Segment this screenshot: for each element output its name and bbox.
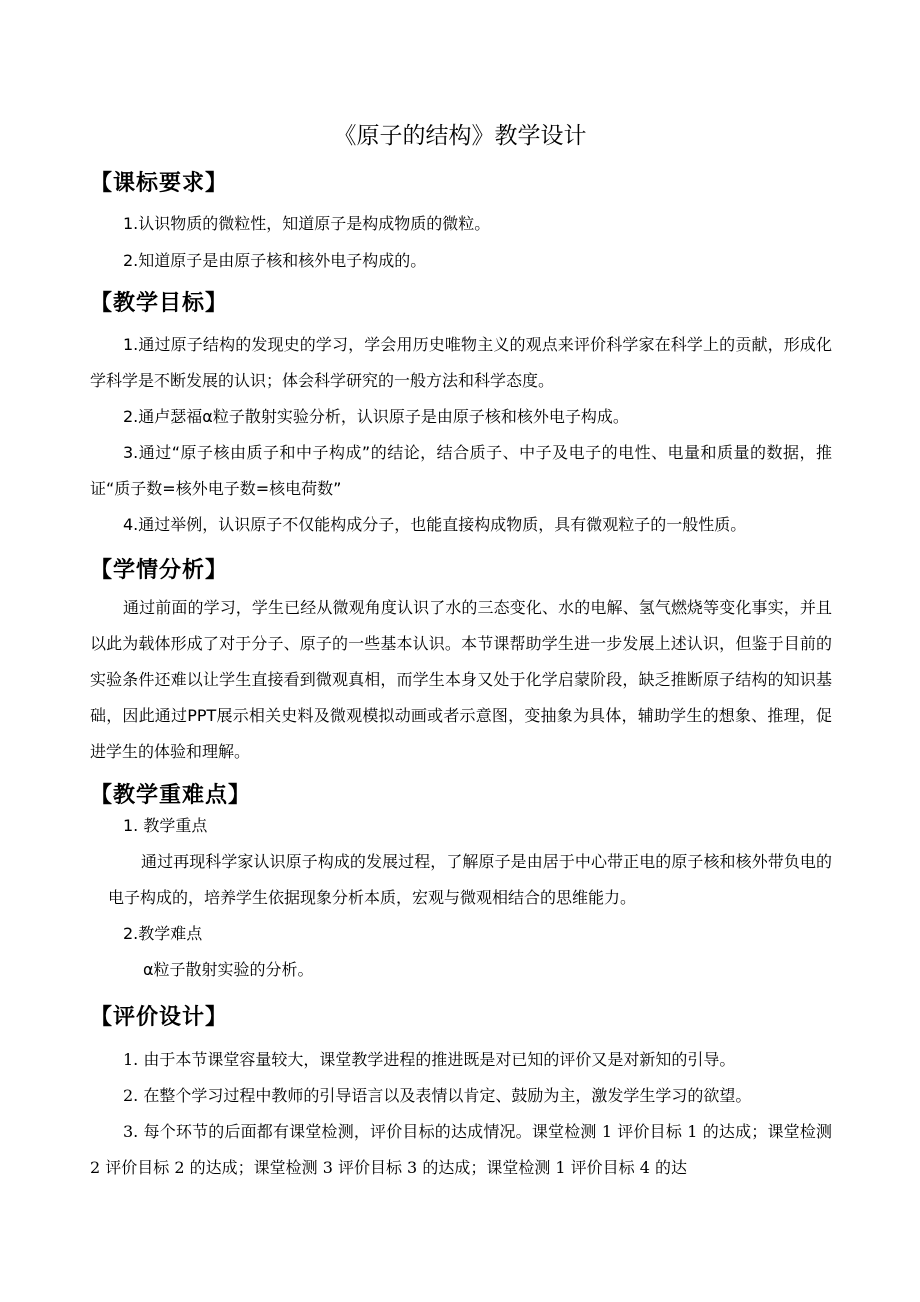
heading-evaluation: 【评价设计】 — [90, 1005, 229, 1030]
teaching-difficulty-label: 2.教学难点 — [123, 924, 203, 943]
heading-objectives: 【教学目标】 — [90, 291, 229, 316]
curriculum-item: 2.知道原子是由原子核和核外电子构成的。 — [123, 251, 427, 270]
evaluation-item: 2. 在整个学习过程中教师的引导语言以及表情以肯定、鼓励为主，激发学生学习的欲望。 — [123, 1086, 752, 1105]
teaching-focus-text: 通过再现科学家认识原子构成的发展过程，了解原子是由居于中心带正电的原子核和核外带负电的电子构成的，培养学生依据现象分析本质，宏观与微观相结合的思维能力。 — [108, 852, 832, 907]
evaluation-item: 1. 由于本节课堂容量较大，课堂教学进程的推进既是对已知的评价又是对新知的引导。 — [123, 1050, 736, 1069]
analysis-text: 通过前面的学习，学生已经从微观角度认识了水的三态变化、水的电解、氢气燃烧等变化事实，并且以此为载体形成了对于分子、原子的一些基本认识。本节课帮助学生进一步发展上述认识，但鉴于目前的实验条件还难以让学生直接看到微观真相，而学生本身又处于化学启蒙阶段，缺乏推断原子结构的知识基础，因此通过PPT展示相关史料及微观模拟动画或者示意图，变抽象为具体，辅助学生的想象、推理，促进学生的体验和理解。 — [90, 598, 832, 761]
teaching-focus-label: 1. 教学重点 — [123, 816, 208, 835]
objective-item: 3.通过“原子核由质子和中子构成”的结论，结合质子、中子及电子的电性、电量和质量的数据，推证“质子数=核外电子数=核电荷数” — [90, 443, 832, 498]
curriculum-item: 1.认识物质的微粒性，知道原子是构成物质的微粒。 — [123, 214, 491, 233]
objective-item: 2.通卢瑟福α粒子散射实验分析，认识原子是由原子核和核外电子构成。 — [123, 407, 629, 426]
heading-curriculum: 【课标要求】 — [90, 171, 229, 196]
evaluation-item: 3. 每个环节的后面都有课堂检测，评价目标的达成情况。课堂检测 1 评价目标 1 的达成；课堂检测 2 评价目标 2 的达成；课堂检测 3 评价目标 3 的达成；课堂检测 1 评价目标 4 的达 — [90, 1122, 832, 1177]
heading-keypoints: 【教学重难点】 — [90, 783, 252, 808]
objective-item: 1.通过原子结构的发现史的学习，学会用历史唯物主义的观点来评价科学家在科学上的贡献，形成化学科学是不断发展的认识；体会科学研究的一般方法和科学态度。 — [90, 335, 832, 390]
objective-item: 4.通过举例，认识原子不仅能构成分子，也能直接构成物质，具有微观粒子的一般性质。 — [123, 515, 747, 534]
heading-analysis: 【学情分析】 — [90, 558, 229, 583]
document-title: 《原子的结构》教学设计 — [333, 123, 587, 149]
teaching-difficulty-text: α粒子散射实验的分析。 — [143, 960, 314, 979]
